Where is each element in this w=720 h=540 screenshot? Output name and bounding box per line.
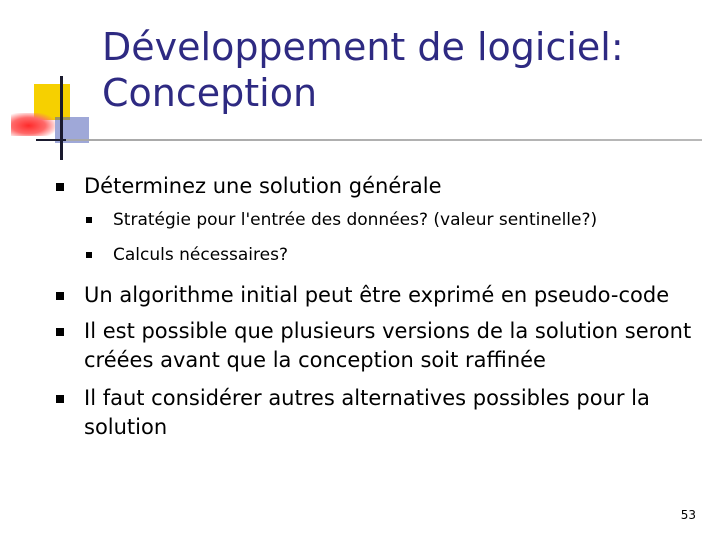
bullet-marker — [56, 395, 64, 403]
sub-bullet-text: Stratégie pour l'entrée des données? (valeur sentinelle?) — [113, 210, 598, 230]
bullet-marker — [56, 183, 64, 191]
sub-bullet-marker — [86, 217, 92, 223]
bullet-text: Un algorithme initial peut être exprimé en pseudo-code — [84, 283, 670, 307]
bullet-text: Déterminez une solution générale — [84, 174, 442, 198]
sub-bullet-marker — [86, 252, 92, 258]
logo-vertical-line — [60, 76, 63, 160]
slide-title: Développement de logiciel: Conception — [102, 25, 624, 115]
bullet-marker — [56, 292, 64, 300]
bullet-marker — [56, 328, 64, 336]
title-underline — [36, 139, 702, 141]
bullet-text: Il faut considérer autres alternatives possibles pour la solution — [84, 386, 650, 439]
sub-bullet-text: Calculs nécessaires? — [113, 245, 288, 265]
page-number: 53 — [680, 508, 696, 522]
bullet-text: Il est possible que plusieurs versions de la solution seront créées avant que la conception soit raffinée — [84, 319, 692, 372]
logo-red-square — [11, 113, 55, 136]
